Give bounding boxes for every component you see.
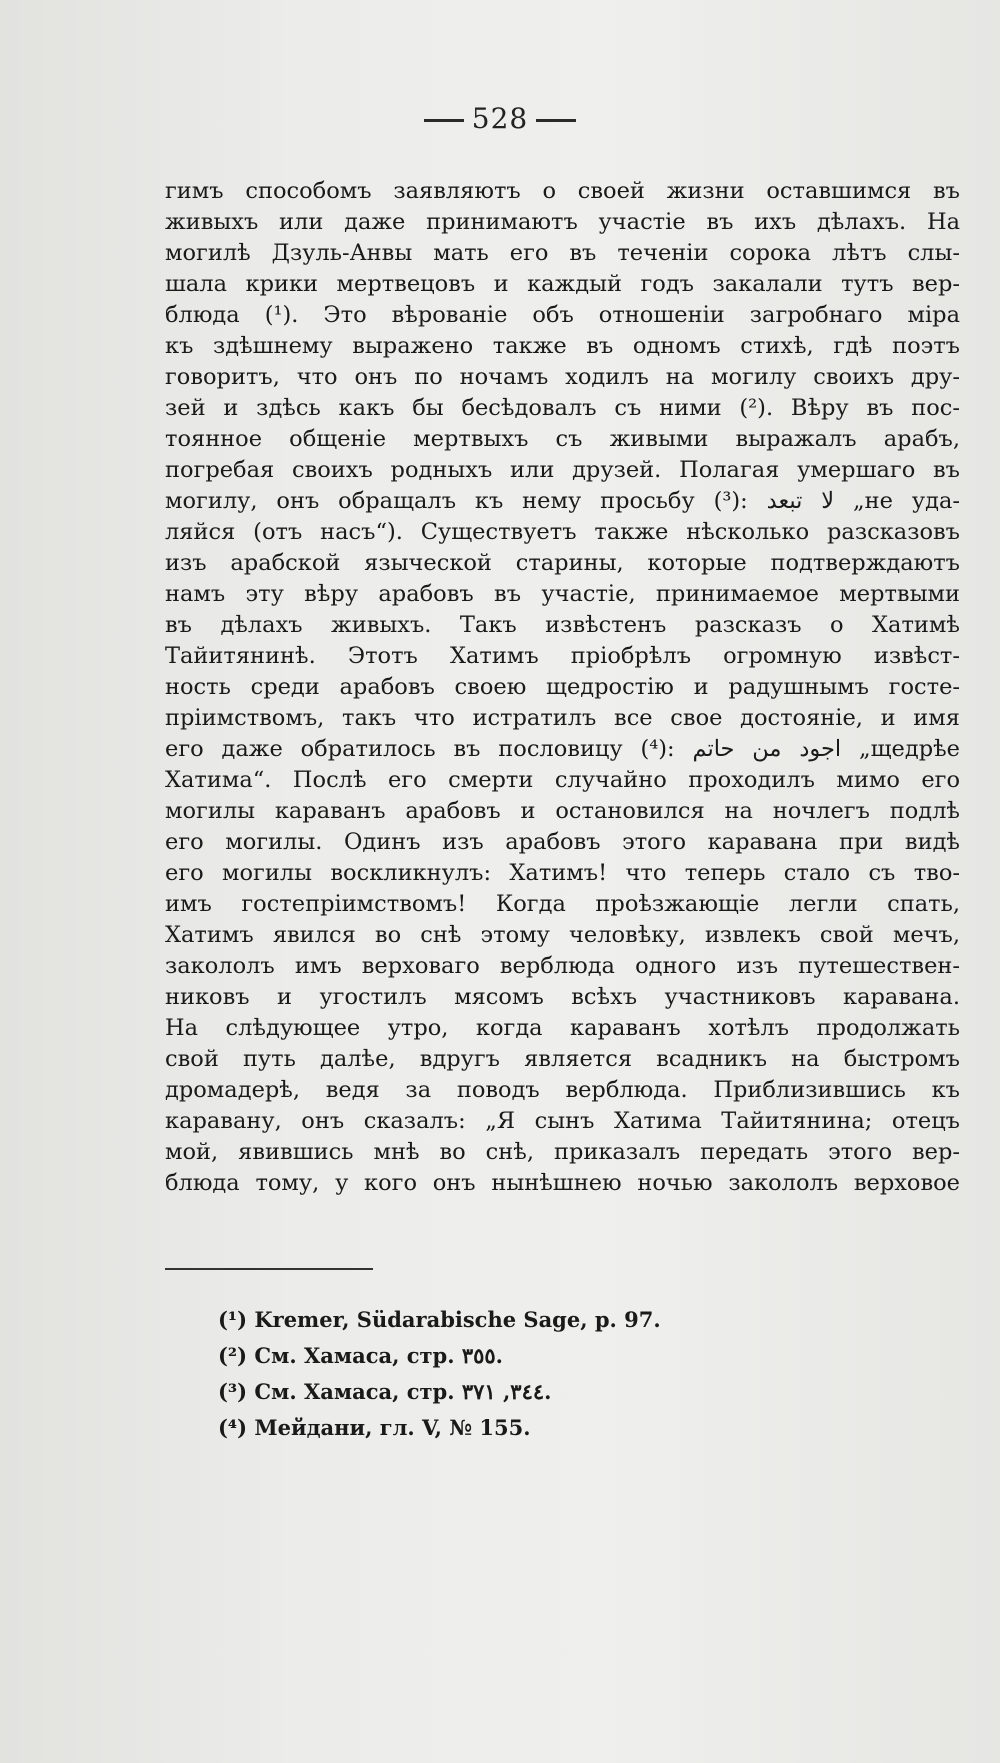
text-line: мой, явившись мнѣ во снѣ, приказалъ передать этого вер-	[165, 1139, 960, 1165]
text-line: блюда тому, у кого онъ нынѣшнею ночью закололъ верховое	[165, 1170, 960, 1196]
footnote-item: (¹) Kremer, Südarabische Sage, p. 97.	[218, 1307, 661, 1332]
text-line: могилѣ Дзуль-Анвы мать его въ теченіи сорока лѣтъ слы-	[165, 240, 960, 266]
header-dash-left	[424, 119, 464, 122]
header-dash-right	[536, 119, 576, 122]
text-line: каравану, онъ сказалъ: „Я сынъ Хатима Тайитянина; отецъ	[165, 1108, 960, 1134]
footnote-separator-rule	[165, 1268, 373, 1270]
text-line: гимъ способомъ заявляютъ о своей жизни оставшимся въ	[165, 178, 960, 204]
text-line: его могилы воскликнулъ: Хатимъ! что теперь стало съ тво-	[165, 860, 960, 886]
footnote-item: (³) См. Хамаса, стр. ٣٤٤, ٣٧١.	[218, 1379, 552, 1404]
text-line: шала крики мертвецовъ и каждый годъ закалали тутъ вер-	[165, 271, 960, 297]
footnote-item: (²) См. Хамаса, стр. ٣٥٥.	[218, 1343, 503, 1368]
text-line: могилу, онъ обращалъ къ нему просьбу (³): لا تبعد „не уда-	[165, 488, 960, 514]
text-line: блюда (¹). Это вѣрованіе объ отношеніи загробнаго міра	[165, 302, 960, 328]
footnote-item: (⁴) Мейдани, гл. V, № 155.	[218, 1415, 531, 1440]
text-line: изъ арабской языческой старины, которые подтверждаютъ	[165, 550, 960, 576]
text-line: въ дѣлахъ живыхъ. Такъ извѣстенъ разсказъ о Хатимѣ	[165, 612, 960, 638]
text-line: Хатима“. Послѣ его смерти случайно проходилъ мимо его	[165, 767, 960, 793]
text-line: могилы караванъ арабовъ и остановился на ночлегъ подлѣ	[165, 798, 960, 824]
footnotes-block	[218, 1302, 918, 1446]
text-line: Тайитянинѣ. Этотъ Хатимъ пріобрѣлъ огромную извѣст-	[165, 643, 960, 669]
text-line: На слѣдующее утро, когда караванъ хотѣлъ продолжать	[165, 1015, 960, 1041]
text-line: погребая своихъ родныхъ или друзей. Полагая умершаго въ	[165, 457, 960, 483]
text-line: къ здѣшнему выражено также въ одномъ стихѣ, гдѣ поэтъ	[165, 333, 960, 359]
text-line: живыхъ или даже принимаютъ участіе въ ихъ дѣлахъ. На	[165, 209, 960, 235]
text-line: ность среди арабовъ своею щедростію и радушнымъ госте-	[165, 674, 960, 700]
text-line: закололъ имъ верховаго верблюда одного изъ путешествен-	[165, 953, 960, 979]
page-number: 528	[471, 102, 529, 135]
text-line: тоянное общеніе мертвыхъ съ живыми выражалъ арабъ,	[165, 426, 960, 452]
main-text-block	[165, 176, 960, 1199]
text-line: свой путь далѣе, вдругъ является всадникъ на быстромъ	[165, 1046, 960, 1072]
text-line: имъ гостепріимствомъ! Когда проѣзжающіе легли спать,	[165, 891, 960, 917]
text-line: его могилы. Одинъ изъ арабовъ этого каравана при видѣ	[165, 829, 960, 855]
text-line: пріимствомъ, такъ что истратилъ все свое достояніе, и имя	[165, 705, 960, 731]
text-line: его даже обратилось въ пословицу (⁴): اجود من حاتم „щедрѣе	[165, 736, 960, 762]
text-line: Хатимъ явился во снѣ этому человѣку, извлекъ свой мечъ,	[165, 922, 960, 948]
text-line: зей и здѣсь какъ бы бесѣдовалъ съ ними (²). Вѣру въ пос-	[165, 395, 960, 421]
text-line: никовъ и угостилъ мясомъ всѣхъ участниковъ каравана.	[165, 984, 960, 1010]
text-line: дромадерѣ, ведя за поводъ верблюда. Приблизившись къ	[165, 1077, 960, 1103]
text-line: ляйся (отъ насъ“). Существуетъ также нѣсколько разсказовъ	[165, 519, 960, 545]
text-line: говоритъ, что онъ по ночамъ ходилъ на могилу своихъ дру-	[165, 364, 960, 390]
text-line: намъ эту вѣру арабовъ въ участіе, принимаемое мертвыми	[165, 581, 960, 607]
page-number-header	[0, 102, 1000, 135]
